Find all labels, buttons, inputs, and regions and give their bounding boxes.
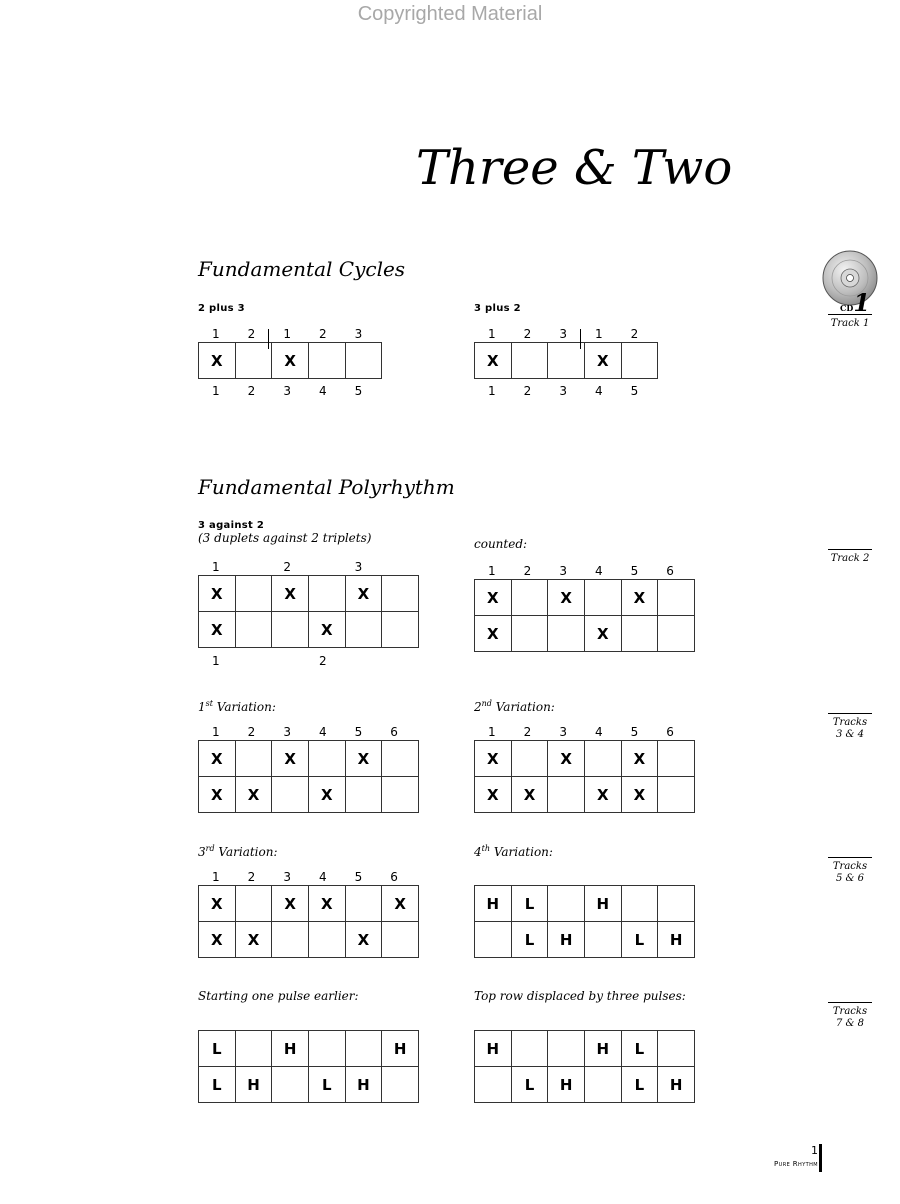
grid-cell (345, 1031, 382, 1067)
grid-cell (272, 612, 309, 648)
bottom-numbers (198, 653, 419, 669)
pulse-number: 5 (630, 564, 639, 578)
grid-cell: H (272, 1031, 309, 1067)
grid-cell: X (475, 616, 512, 652)
caption: 2nd Variation: (474, 699, 555, 714)
pulse-number: 4 (594, 384, 603, 398)
grid-row (199, 777, 419, 813)
top-numbers (474, 326, 658, 342)
pulse-number: 4 (594, 564, 603, 578)
variation-1 (198, 699, 419, 813)
grid-cell: X (621, 777, 658, 813)
pulse-number: 2 (247, 870, 256, 884)
rhythm-grid (198, 885, 419, 958)
pulse-number: 1 (488, 725, 496, 739)
grid-cell (511, 1031, 548, 1067)
pulse-number: 6 (666, 725, 674, 739)
polyrhythm-counted (474, 537, 695, 652)
grid-cell (621, 343, 658, 379)
grid-cell: H (475, 886, 512, 922)
grid-cell: H (382, 1031, 419, 1067)
grid-cell: X (199, 886, 236, 922)
grid-cell (235, 343, 272, 379)
track-marker-7-8: Tracks 7 & 8 (828, 1002, 872, 1030)
grid-cell: X (235, 777, 272, 813)
grid-cell: X (345, 922, 382, 958)
pulse-number: 2 (283, 560, 291, 574)
grid-cell: X (199, 343, 236, 379)
track-marker-5-6: Tracks 5 & 6 (828, 857, 872, 885)
grid-cell (475, 1067, 512, 1103)
pulse-number: 1 (212, 560, 220, 574)
grid-cell: L (511, 886, 548, 922)
grid-row (475, 922, 695, 958)
pulse-number: 2 (247, 725, 256, 739)
pulse-number: 2 (523, 725, 532, 739)
grid-cell (272, 1067, 309, 1103)
pulse-number (376, 653, 412, 669)
page-title: Three & Two (416, 140, 733, 196)
caption: 3rd Variation: (198, 844, 278, 859)
top-row-displaced (474, 989, 695, 1103)
grid-cell (308, 343, 345, 379)
pulse-number: 5 (354, 384, 363, 398)
pulse-number: 2 (247, 384, 256, 398)
grid-cell: H (584, 1031, 621, 1067)
cycle-3-plus-2 (474, 303, 658, 399)
pulse-number: 5 (630, 725, 639, 739)
top-numbers (198, 869, 419, 885)
caption: Top row displaced by three pulses: (474, 989, 686, 1003)
grid-cell: X (199, 576, 236, 612)
grid-cell: L (308, 1067, 345, 1103)
grid-cell (345, 777, 382, 813)
grid-cell (548, 616, 585, 652)
top-numbers (474, 724, 695, 740)
grid-row (199, 1031, 419, 1067)
beat-divider (580, 329, 581, 349)
rhythm-grid (198, 575, 419, 648)
grid-cell (548, 343, 585, 379)
grid-cell: L (511, 1067, 548, 1103)
caption: 1st Variation: (198, 699, 276, 714)
pulse-number: 3 (283, 384, 291, 398)
grid-row (475, 616, 695, 652)
running-footer: Pure Rhythm (774, 1160, 818, 1168)
grid-row (199, 576, 419, 612)
grid-cell (621, 616, 658, 652)
grid-cell: X (272, 576, 309, 612)
grid-row (475, 343, 658, 379)
grid-cell: H (548, 1067, 585, 1103)
grid-cell: X (308, 886, 345, 922)
grid-row (199, 886, 419, 922)
pulse-number: 2 (318, 327, 327, 341)
top-numbers (198, 559, 419, 575)
pulse-number: 3 (559, 564, 567, 578)
grid-cell: L (199, 1031, 236, 1067)
grid-cell: X (235, 922, 272, 958)
pulse-number: 1 (594, 327, 603, 341)
grid-cell (658, 616, 695, 652)
grid-cell: X (584, 777, 621, 813)
grid-cell: X (584, 616, 621, 652)
grid-cell: X (621, 580, 658, 616)
grid-cell (382, 777, 419, 813)
caption: Starting one pulse earlier: (198, 989, 359, 1003)
pulse-number: 4 (318, 870, 327, 884)
grid-cell (345, 343, 382, 379)
grid-row (475, 1031, 695, 1067)
bottom-numbers (474, 383, 658, 399)
grid-cell: X (511, 777, 548, 813)
grid-cell (308, 922, 345, 958)
top-numbers (474, 563, 695, 579)
grid-cell (658, 580, 695, 616)
pulse-number: 2 (523, 564, 532, 578)
grid-cell (584, 741, 621, 777)
grid-cell (511, 741, 548, 777)
rhythm-grid (474, 885, 695, 958)
caption: 2 plus 3 (198, 303, 245, 314)
grid-row (199, 343, 382, 379)
grid-cell: H (658, 922, 695, 958)
grid-cell (345, 886, 382, 922)
grid-cell: H (658, 1067, 695, 1103)
grid-cell (621, 886, 658, 922)
grid-cell (235, 612, 272, 648)
pulse-number: 3 (354, 327, 363, 341)
grid-cell: X (475, 777, 512, 813)
grid-cell: X (621, 741, 658, 777)
grid-cell: X (475, 741, 512, 777)
grid-cell: X (272, 741, 309, 777)
pulse-number: 4 (318, 725, 327, 739)
caption: counted: (474, 537, 528, 551)
section-heading-cycles: Fundamental Cycles (198, 257, 406, 281)
grid-cell (272, 777, 309, 813)
pulse-number: 2 (523, 384, 532, 398)
polyrhythm-3-against-2 (198, 520, 419, 669)
grid-cell (511, 616, 548, 652)
variation-3 (198, 844, 419, 958)
grid-cell (235, 886, 272, 922)
pulse-number: 3 (559, 327, 567, 341)
caption: 4th Variation: (474, 844, 553, 859)
grid-cell (382, 576, 419, 612)
grid-cell: X (584, 343, 621, 379)
grid-cell: X (199, 741, 236, 777)
pulse-number: 2 (523, 327, 532, 341)
grid-cell: X (199, 777, 236, 813)
grid-cell: L (621, 1067, 658, 1103)
top-numbers (198, 724, 419, 740)
rhythm-grid (474, 342, 658, 379)
cycle-2-plus-3 (198, 303, 382, 399)
pulse-number: 1 (212, 327, 220, 341)
starting-one-pulse-earlier (198, 989, 419, 1103)
grid-cell (272, 922, 309, 958)
grid-cell (382, 922, 419, 958)
pulse-number: 3 (283, 870, 291, 884)
grid-row (475, 886, 695, 922)
pulse-number: 2 (630, 327, 639, 341)
pulse-number: 1 (212, 870, 220, 884)
grid-cell: L (621, 1031, 658, 1067)
grid-cell: X (475, 343, 512, 379)
pulse-number: 1 (212, 654, 220, 668)
grid-cell (345, 612, 382, 648)
grid-cell: X (548, 741, 585, 777)
grid-cell (584, 922, 621, 958)
grid-cell: X (548, 580, 585, 616)
grid-cell: H (345, 1067, 382, 1103)
pulse-number: 2 (318, 654, 327, 668)
variation-4 (474, 844, 695, 958)
pulse-number: 6 (390, 725, 398, 739)
rhythm-grid (198, 342, 382, 379)
pulse-number (269, 653, 305, 669)
grid-cell (584, 1067, 621, 1103)
grid-cell (382, 741, 419, 777)
grid-cell (382, 1067, 419, 1103)
pulse-number (305, 559, 341, 575)
pulse-number (234, 559, 270, 575)
pulse-number: 1 (212, 725, 220, 739)
pulse-number: 1 (283, 327, 291, 341)
pulse-number: 4 (318, 384, 327, 398)
top-numbers (198, 326, 382, 342)
pulse-number: 3 (559, 725, 567, 739)
grid-cell (382, 612, 419, 648)
grid-cell: X (382, 886, 419, 922)
grid-cell (658, 886, 695, 922)
grid-cell: X (199, 612, 236, 648)
grid-cell (235, 576, 272, 612)
grid-cell (548, 777, 585, 813)
beat-divider (268, 329, 269, 349)
grid-cell (511, 343, 548, 379)
pulse-number: 3 (354, 560, 363, 574)
grid-cell (584, 580, 621, 616)
footer-rule (819, 1144, 822, 1172)
grid-cell: L (199, 1067, 236, 1103)
grid-row (475, 741, 695, 777)
pulse-number: 6 (390, 870, 398, 884)
grid-cell (511, 580, 548, 616)
track-marker-1: Track 1 (828, 314, 872, 330)
track-marker-3-4: Tracks 3 & 4 (828, 713, 872, 741)
grid-cell (308, 741, 345, 777)
grid-row (475, 1067, 695, 1103)
grid-cell (475, 922, 512, 958)
bottom-numbers (198, 383, 382, 399)
pulse-number: 1 (212, 384, 220, 398)
grid-cell (235, 1031, 272, 1067)
grid-cell: H (584, 886, 621, 922)
page-number: 1 (811, 1144, 818, 1157)
pulse-number (376, 559, 412, 575)
cd-label: CD1 (840, 288, 871, 317)
pulse-number: 1 (488, 564, 496, 578)
rhythm-grid (474, 579, 695, 652)
grid-row (475, 777, 695, 813)
grid-cell: H (235, 1067, 272, 1103)
grid-cell (308, 576, 345, 612)
variation-2 (474, 699, 695, 813)
grid-cell (658, 741, 695, 777)
grid-cell: H (548, 922, 585, 958)
rhythm-grid (198, 1030, 419, 1103)
pulse-number: 2 (247, 327, 256, 341)
grid-row (199, 741, 419, 777)
pulse-number: 3 (559, 384, 567, 398)
grid-cell (658, 777, 695, 813)
rhythm-grid (474, 740, 695, 813)
subcaption: (3 duplets against 2 triplets) (198, 531, 372, 545)
grid-row (475, 580, 695, 616)
caption: 3 against 2 (198, 520, 265, 531)
caption: 3 plus 2 (474, 303, 521, 314)
pulse-number: 5 (354, 725, 363, 739)
grid-row (199, 922, 419, 958)
grid-cell: X (345, 741, 382, 777)
rhythm-grid (198, 740, 419, 813)
section-heading-polyrhythm: Fundamental Polyrhythm (198, 475, 455, 499)
grid-cell: X (272, 886, 309, 922)
grid-cell: X (308, 777, 345, 813)
track-marker-2: Track 2 (828, 549, 872, 565)
grid-cell: X (272, 343, 309, 379)
grid-cell: L (511, 922, 548, 958)
pulse-number (234, 653, 270, 669)
grid-cell: X (199, 922, 236, 958)
pulse-number: 1 (488, 384, 496, 398)
pulse-number: 3 (283, 725, 291, 739)
grid-cell (308, 1031, 345, 1067)
grid-cell (235, 741, 272, 777)
pulse-number (341, 653, 377, 669)
grid-cell: X (475, 580, 512, 616)
grid-cell: L (621, 922, 658, 958)
grid-cell (658, 1031, 695, 1067)
pulse-number: 5 (630, 384, 639, 398)
pulse-number: 5 (354, 870, 363, 884)
grid-cell: X (308, 612, 345, 648)
rhythm-grid (474, 1030, 695, 1103)
grid-row (199, 612, 419, 648)
copyright-watermark: Copyrighted Material (357, 3, 543, 25)
grid-cell: X (345, 576, 382, 612)
grid-cell: H (475, 1031, 512, 1067)
grid-cell (548, 886, 585, 922)
pulse-number: 1 (488, 327, 496, 341)
grid-cell (548, 1031, 585, 1067)
grid-row (199, 1067, 419, 1103)
pulse-number: 4 (594, 725, 603, 739)
pulse-number: 6 (666, 564, 674, 578)
